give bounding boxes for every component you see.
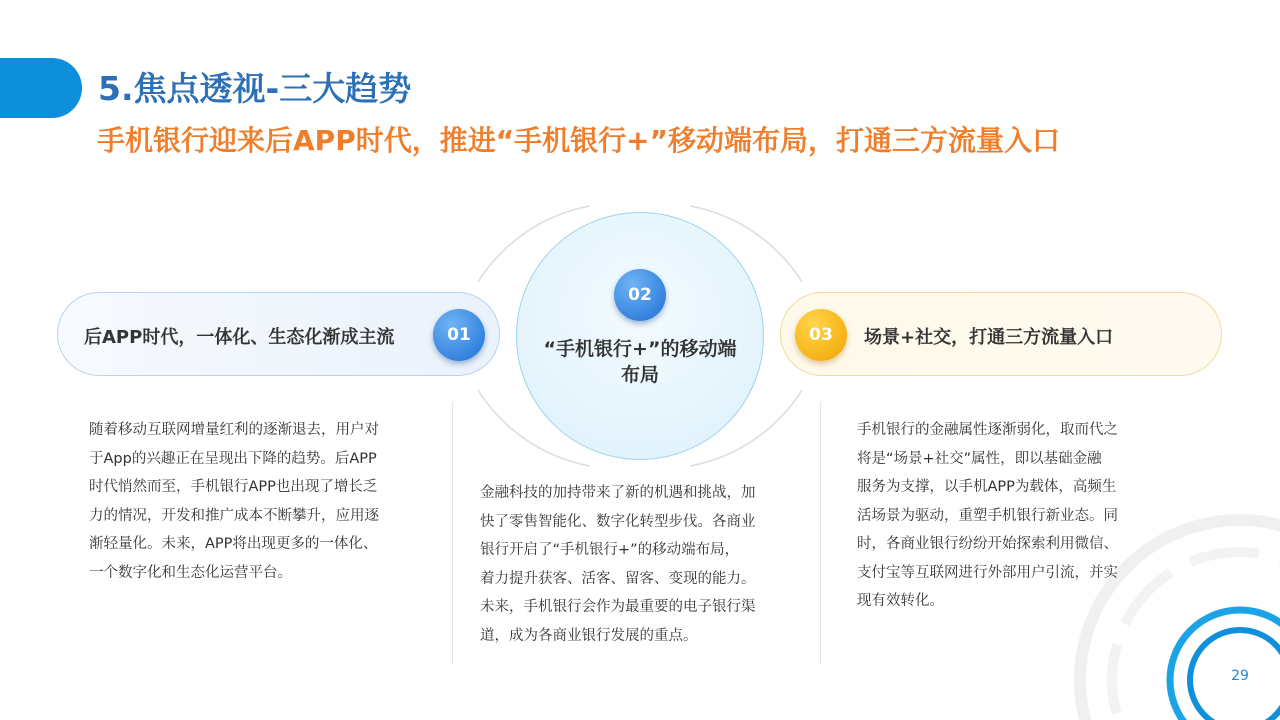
trend-02-heading-line1: “手机银行+”的移动端: [543, 338, 737, 360]
trend-02-line: 快了零售智能化、数字化转型步伐。各商业: [480, 513, 756, 530]
column-divider-right: [820, 402, 821, 664]
trend-02-line: 金融科技的加持带来了新的机遇和挑战，加: [480, 485, 756, 501]
trend-03-body: [857, 416, 1118, 616]
trend-02-line: 未来，手机银行会作为最重要的电子银行渠: [480, 599, 756, 615]
trend-03-line: 现有效转化。: [857, 593, 944, 609]
trend-02-heading: [530, 336, 750, 388]
trend-03-badge: 03: [795, 309, 847, 361]
trend-01-body: [89, 416, 379, 587]
trend-03-line: 将是“场景+社交”属性，即以基础金融: [857, 450, 1102, 467]
trend-03-line: 时，各商业银行纷纷开始探索利用微信、: [857, 536, 1118, 552]
page-title: 5.焦点透视-三大趋势: [98, 69, 412, 108]
column-divider-left: [452, 402, 453, 664]
trend-01-line: 时代悄然而至，手机银行APP也出现了增长乏: [89, 479, 378, 495]
page-number: 29: [1231, 668, 1249, 684]
trend-01-heading: 后APP时代，一体化、生态化渐成主流: [84, 327, 395, 348]
trend-02-line: 银行开启了“手机银行+”的移动端布局，: [480, 542, 740, 558]
trend-03-line: 活场景为驱动，重塑手机银行新业态。同: [857, 507, 1118, 524]
trend-02-body: [480, 479, 756, 650]
trend-01-line: 随着移动互联网增量红利的逐渐退去，用户对: [89, 422, 379, 438]
trend-02-line: 道，成为各商业银行发展的重点。: [480, 627, 698, 644]
trend-02-badge: 02: [614, 269, 666, 321]
trend-03-line: 服务为支撑，以手机APP为载体，高频生: [857, 479, 1117, 495]
trend-03-heading: 场景+社交，打通三方流量入口: [864, 327, 1114, 348]
trend-01-line: 一个数字化和生态化运营平台。: [89, 564, 292, 581]
trend-01-badge: 01: [433, 309, 485, 361]
trend-02-line: 着力提升获客、活客、留客、变现的能力。: [480, 570, 756, 587]
page-subtitle: 手机银行迎来后APP时代，推进“手机银行+”移动端布局，打通三方流量入口: [97, 124, 1060, 157]
trend-01-line: 渐轻量化。未来，APP将出现更多的一体化、: [89, 536, 378, 552]
trend-02-heading-line2: 布局: [620, 364, 659, 386]
trend-01-line: 力的情况，开发和推广成本不断攀升，应用逐: [89, 507, 379, 524]
trend-03-line: 手机银行的金融属性逐渐弱化，取而代之: [857, 422, 1118, 438]
trend-01-line: 于App的兴趣正在呈现出下降的趋势。后APP: [89, 450, 377, 467]
trend-03-line: 支付宝等互联网进行外部用户引流，并实: [857, 564, 1118, 581]
